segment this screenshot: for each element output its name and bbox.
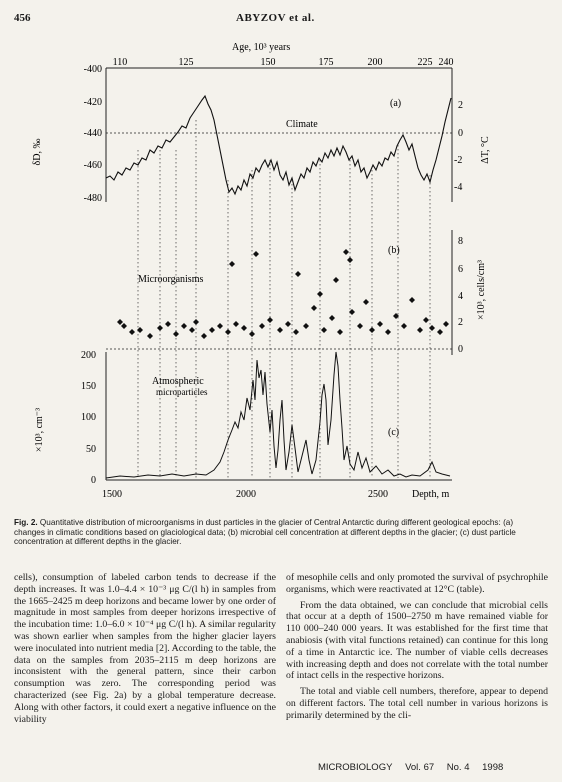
microparticles-label-1: Atmospheric [152,376,204,387]
diamond-marker [329,315,335,321]
diamond-marker [443,321,449,327]
diamond-marker [233,321,239,327]
left-paragraph-1: cells), consumption of labeled carbon tends to decrease if the depth increases. It was 1.0–4.4 × 10⁻³ μg C/(l h) in samples from the 1665–2425 m deep horizons and became lower by one order of magnitude in most samples from deeper horizons irrespective of the incubation time: 1.0–6.0 × 10⁻⁴ μg C/(l h). A similar regularity was shown earlier when samples from the higher glacier layers were inoculated into nutrient media [2]. According to the table, the data on the samples from 2035–2115 m deep horizons are inconsistent with the general pattern, since their carbon consumption was zero. The corresponding period was characterized (see Fig. 2a) by a global temperature decrease. Along with other factors, it could exert a negative influence on the viability [14,572,276,725]
bottom-tick: 1500 [102,489,122,500]
journal-number: No. 4 [446,762,470,773]
diamond-marker [229,261,235,267]
right-tick: 0 [458,128,463,139]
diamond-marker [423,317,429,323]
caption-label: Fig. 2. [14,518,38,527]
left-tick: -440 [83,128,102,139]
climate-curve [106,96,451,194]
right-tick: 2 [458,100,463,111]
diamond-marker [303,323,309,329]
top-tick: 200 [367,57,383,68]
right-tick: 8 [458,236,463,247]
diamond-marker [293,329,299,335]
diamond-marker [369,327,375,333]
diamond-marker [417,327,423,333]
diamond-marker [363,299,369,305]
bottom-tick: 2500 [368,489,388,500]
page-footer [318,762,513,773]
right-tick: 4 [458,291,463,302]
diamond-marker [437,329,443,335]
panel-c-bottom-axis-title: Depth, m [412,489,450,500]
diamond-marker [333,277,339,283]
climate-label: Climate [286,119,318,130]
page-number: 456 [14,12,31,24]
diamond-marker [121,323,127,329]
top-tick: 225 [417,57,433,68]
left-tick: -420 [83,97,102,108]
microparticle-curve [106,352,450,478]
panel-c-left-axis-title: ×10³, cm⁻³ [34,407,45,453]
diamond-marker [337,329,343,335]
journal-name: MICROBIOLOGY [318,762,393,773]
diamond-marker [409,297,415,303]
diamond-marker [357,323,363,329]
panel-b-right-ticks [458,236,463,355]
microparticles-label-2: microparticles [156,387,208,397]
diamond-marker [201,333,207,339]
left-tick: 200 [81,350,96,361]
right-paragraph-3: The total and viable cell numbers, therefore, appear to depend on different factors. The total cell number in various horizons is primarily determined by the cli- [286,686,548,721]
diamond-marker [349,309,355,315]
top-axis-ticks [113,57,454,68]
right-tick: 0 [458,344,463,355]
diamond-marker [249,331,255,337]
diamond-marker [267,317,273,323]
diamond-marker [317,291,323,297]
diamond-marker [259,323,265,329]
running-title: ABYZOV et al. [236,12,315,24]
diamond-marker [311,305,317,311]
panel-b-right-axis-title: ×10³, cells/cm³ [476,260,487,320]
diamond-marker [173,331,179,337]
right-tick: -4 [454,182,463,193]
diamond-marker [343,249,349,255]
top-tick: 150 [260,57,276,68]
diamond-marker [137,327,143,333]
panel-a-left-ticks [84,64,102,204]
right-column [286,572,548,722]
right-tick: -2 [454,155,463,166]
left-tick: -480 [83,193,102,204]
diamond-marker [385,329,391,335]
figure-caption [14,518,544,547]
diamond-marker [225,329,231,335]
diamond-marker [165,321,171,327]
panel-a-left-axis-title: δD, ‰ [32,138,43,166]
panel-c-left-ticks [81,350,96,486]
panel-c-bottom-ticks [102,489,388,500]
diamond-marker [209,327,215,333]
top-tick: 125 [178,57,194,68]
panel-a-label: (a) [390,98,402,109]
diamond-marker [217,323,223,329]
left-column [14,572,276,725]
caption-text: Quantitative distribution of microorganisms in dust particles in the glacier of Central Antarctic during different geological epochs: (a) changes in climatic conditions based on glaciological data; (b) microbial cell concentration at different depths in the glacier; (c) dust particle concentration at different depths in the glacier. [14,518,516,547]
diamond-marker [117,319,123,325]
diamond-marker [253,251,259,257]
diamond-marker [295,271,301,277]
panel-b-label: (b) [388,245,400,256]
right-tick: 6 [458,264,463,275]
right-tick: 2 [458,317,463,328]
panel-a-right-axis-title: ΔT, °C [480,136,491,164]
top-axis-title: Age, 10³ years [232,42,291,53]
right-paragraph-2: From the data obtained, we can conclude that microbial cells that occur at a depth of 1500–2750 m have remained viable for 110 000–240 000 years. It was established for the first time that anabiosis (with vital functions retained) can continue for this long of a time in Antarctic ice. The number of viable cells decreases with increasing depth and does not correlate with the total number of intact cells in the respective horizons. [286,599,548,682]
diamond-marker [157,325,163,331]
diamond-marker [277,327,283,333]
journal-volume: Vol. 67 [405,762,435,773]
top-tick: 175 [318,57,334,68]
microorganisms-label: Microorganisms [138,274,204,285]
diamond-marker [129,329,135,335]
panel-c-label: (c) [388,427,400,438]
right-paragraph-1: of mesophile cells and only promoted the survival of psychrophile organisms, which were reactivated at 12°C (table). [286,572,548,595]
bottom-tick: 2000 [236,489,256,500]
left-tick: 100 [81,412,96,423]
diamond-marker [321,327,327,333]
left-tick: 50 [86,444,96,455]
journal-year: 1998 [482,762,504,773]
diamond-marker [181,323,187,329]
diamond-marker [377,321,383,327]
horizon-guides [138,120,430,478]
microbial-cell-markers [117,249,449,339]
panel-a-right-ticks [454,100,463,193]
diamond-marker [189,327,195,333]
left-tick: -400 [83,64,102,75]
left-tick: 150 [81,381,96,392]
diamond-marker [285,321,291,327]
diamond-marker [401,323,407,329]
top-tick: 240 [438,57,454,68]
diamond-marker [241,325,247,331]
left-tick: -460 [83,160,102,171]
top-tick: 110 [112,57,128,68]
diamond-marker [147,333,153,339]
left-tick: 0 [91,475,96,486]
diamond-marker [347,257,353,263]
diamond-marker [193,319,199,325]
diamond-marker [429,325,435,331]
